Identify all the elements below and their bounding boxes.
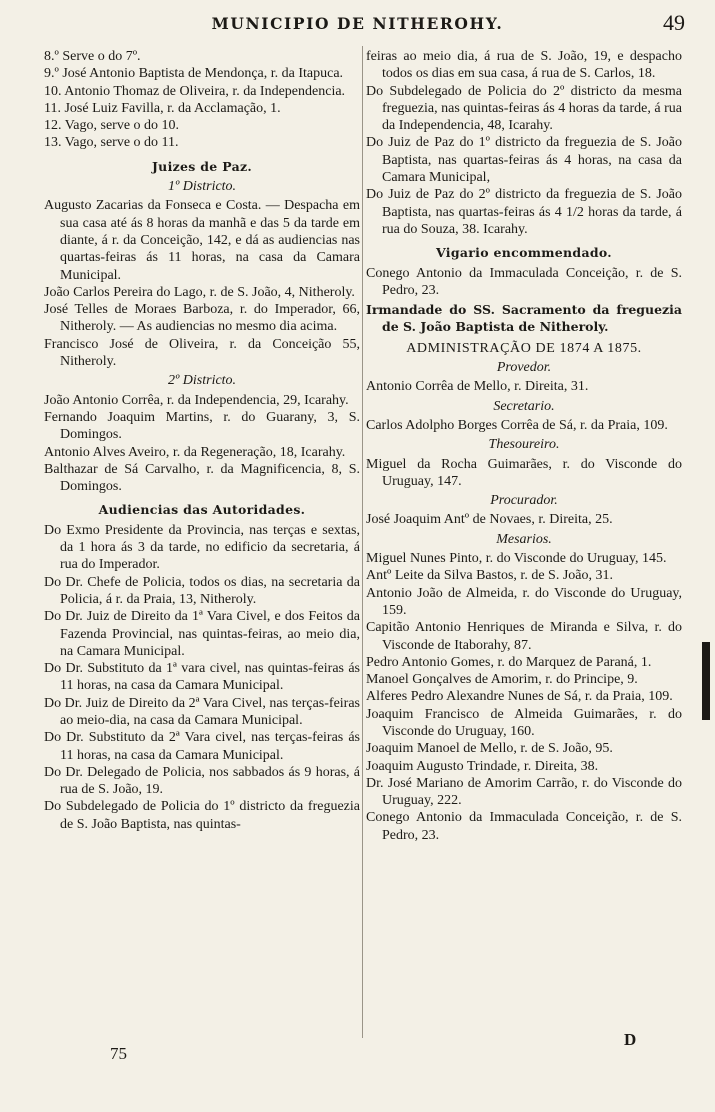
list-item: Do Dr. Chefe de Policia, todos os dias, na secretaria da Policia, á r. da Praia, 13, Nitheroly.: [44, 574, 360, 607]
list-item: José Joaquim Antº de Novaes, r. Direita, 25.: [366, 512, 613, 528]
list-item: José Telles de Moraes Barboza, r. do Imperador, 66, Nitheroly. — As audiencias no mesmo dia acima.: [44, 302, 360, 335]
list-item: Antonio Alves Aveiro, r. da Regeneração, 18, Icarahy.: [44, 444, 346, 460]
list-item: Dr. José Mariano de Amorim Carrão, r. do Visconde do Uruguay, 222.: [366, 775, 682, 809]
list-item: Do Exmo Presidente da Provincia, nas terças e sextas, da 1 hora ás 3 da tarde, no edificio da secretaria, á rua do Imperador.: [44, 522, 360, 573]
list-item: Joaquim Manoel de Mello, r. de S. João, 95.: [366, 741, 613, 757]
list-item: Antº Leite da Silva Bastos, r. de S. João, 31.: [366, 568, 613, 584]
list-item: Do Dr. Delegado de Policia, nos sabbados ás 9 horas, á rua de S. João, 19.: [44, 764, 360, 798]
section-heading-vigario: Vigario encommendado.: [436, 245, 612, 261]
list-item: feiras ao meio dia, á rua de S. João, 19, e despacho todos os dias em sua casa, á rua de S. Carlos, 18.: [366, 49, 682, 82]
list-item: 9.º José Antonio Baptista de Mendonça, r. da Itapuca.: [44, 66, 344, 82]
list-item: 12. Vago, serve o do 10.: [44, 118, 180, 134]
page-number: 49: [663, 10, 685, 35]
edge-mark: [702, 642, 710, 720]
role-label-mesarios: Mesarios.: [496, 531, 552, 547]
list-item: Pedro Antonio Gomes, r. do Marquez de Paraná, 1.: [366, 654, 652, 670]
right-column: [366, 48, 682, 844]
list-item: 8.º Serve o do 7º.: [44, 49, 141, 64]
list-item: Balthazar de Sá Carvalho, r. da Magnificencia, 8, S. Domingos.: [44, 461, 360, 495]
list-item: Conego Antonio da Immaculada Conceição, r. de S. Pedro, 23.: [366, 810, 682, 843]
list-item: Joaquim Francisco de Almeida Guimarães, r. do Visconde do Uruguay, 160.: [366, 706, 682, 739]
list-item: Miguel da Rocha Guimarães, r. do Visconde do Uruguay, 147.: [366, 456, 682, 489]
section-heading-irmandade: Irmandade do SS. Sacramento da freguezia de S. João Baptista de Nitheroly.: [366, 302, 682, 335]
district-1-heading: 1º Districto.: [167, 179, 237, 195]
list-item: Conego Antonio da Immaculada Conceição, r. de S. Pedro, 23.: [366, 265, 682, 298]
role-label-procurador: Procurador.: [490, 493, 558, 509]
role-label-tesoureiro: Thesoureiro.: [488, 437, 560, 453]
gathering-mark: D: [624, 1030, 637, 1049]
district-2-heading: 2º Districto.: [167, 373, 237, 389]
list-item: Antonio Corrêa de Mello, r. Direita, 31.: [366, 379, 589, 395]
list-item: Fernando Joaquim Martins, r. do Guarany, 3, S. Domingos.: [44, 409, 360, 443]
list-item: Do Dr. Juiz de Direito da 1ª Vara Civel, e dos Feitos da Fazenda Provincial, nas quintas-feiras, ao meio dia, na Camara Municipal.: [44, 609, 360, 659]
list-item: 13. Vago, serve o do 11.: [44, 135, 179, 151]
list-item: 10. Antonio Thomaz de Oliveira, r. da Independencia.: [44, 83, 346, 99]
role-label-provedor: Provedor.: [496, 360, 552, 376]
signature-mark: 75: [110, 1044, 127, 1063]
list-item: Do Dr. Substituto da 2ª Vara civel, nas terças-feiras ás 11 horas, na casa da Camara Municipal.: [44, 730, 360, 763]
column-divider: [362, 46, 363, 1038]
list-item: Do Dr. Juiz de Direito da 2ª Vara Civel, nas terças-feiras ao meio-dia, na casa da Camara Municipal.: [44, 695, 360, 728]
list-item: João Carlos Pereira do Lago, r. de S. João, 4, Nitheroly.: [44, 284, 355, 300]
running-head: [0, 12, 715, 40]
list-item: 11. José Luiz Favilla, r. da Acclamação, 1.: [44, 100, 281, 116]
list-item: Do Subdelegado de Policia do 2º districto da mesma freguezia, nas quintas-feiras ás 4 horas da tarde, á rua da Independencia, 48, Icarahy.: [366, 83, 682, 134]
list-item: Antonio João de Almeida, r. do Visconde do Uruguay, 159.: [366, 585, 682, 618]
list-item: Joaquim Augusto Trindade, r. Direita, 38.: [366, 758, 599, 774]
administration-heading: ADMINISTRAÇÃO DE 1874 A 1875.: [406, 340, 642, 356]
section-heading-audiencias: Audiencias das Autoridades.: [98, 502, 306, 518]
page-title: MUNICIPIO DE NITHEROHY.: [211, 14, 504, 33]
list-item: Francisco José de Oliveira, r. da Conceição 55, Nitheroly.: [44, 336, 360, 370]
list-item: João Antonio Corrêa, r. da Independencia, 29, Icarahy.: [44, 392, 349, 408]
section-heading-juizes: Juizes de Paz.: [151, 158, 253, 174]
list-item: Do Subdelegado de Policia do 1º districto da freguezia de S. João Baptista, nas quintas-: [44, 799, 360, 832]
left-column: [44, 48, 360, 833]
list-item: Do Juiz de Paz do 2º districto da freguezia de S. João Baptista, nas quartas-feiras ás 4 1/2 horas da tarde, á rua do Souza, 38. Icarahy.: [366, 187, 682, 237]
list-item: Do Dr. Substituto da 1ª vara civel, nas quintas-feiras ás 11 horas, na casa da Camara Municipal.: [44, 661, 360, 694]
list-item: Carlos Adolpho Borges Corrêa de Sá, r. da Praia, 109.: [366, 417, 668, 433]
list-item: Augusto Zacarias da Fonseca e Costa. — Despacha em sua casa até ás 8 horas da manhã e das 5 da tarde em diante, á r. da Conceição, 142, e dá as audiencias nas quartas-feiras ás 11 horas, na casa da Camara Municipal.: [44, 198, 360, 283]
list-item: Manoel Gonçalves de Amorim, r. do Principe, 9.: [366, 672, 638, 688]
list-item: Do Juiz de Paz do 1º districto da freguezia de S. João Baptista, nas quartas-feiras ás 4 horas, na casa da Camara Municipal,: [366, 135, 682, 186]
role-label-secretario: Secretario.: [493, 398, 555, 414]
list-item: Alferes Pedro Alexandre Nunes de Sá, r. da Praia, 109.: [366, 689, 673, 705]
list-item: Capitão Antonio Henriques de Miranda e Silva, r. do Visconde de Itaborahy, 87.: [366, 620, 682, 653]
list-item: Miguel Nunes Pinto, r. do Visconde do Uruguay, 145.: [366, 551, 667, 567]
